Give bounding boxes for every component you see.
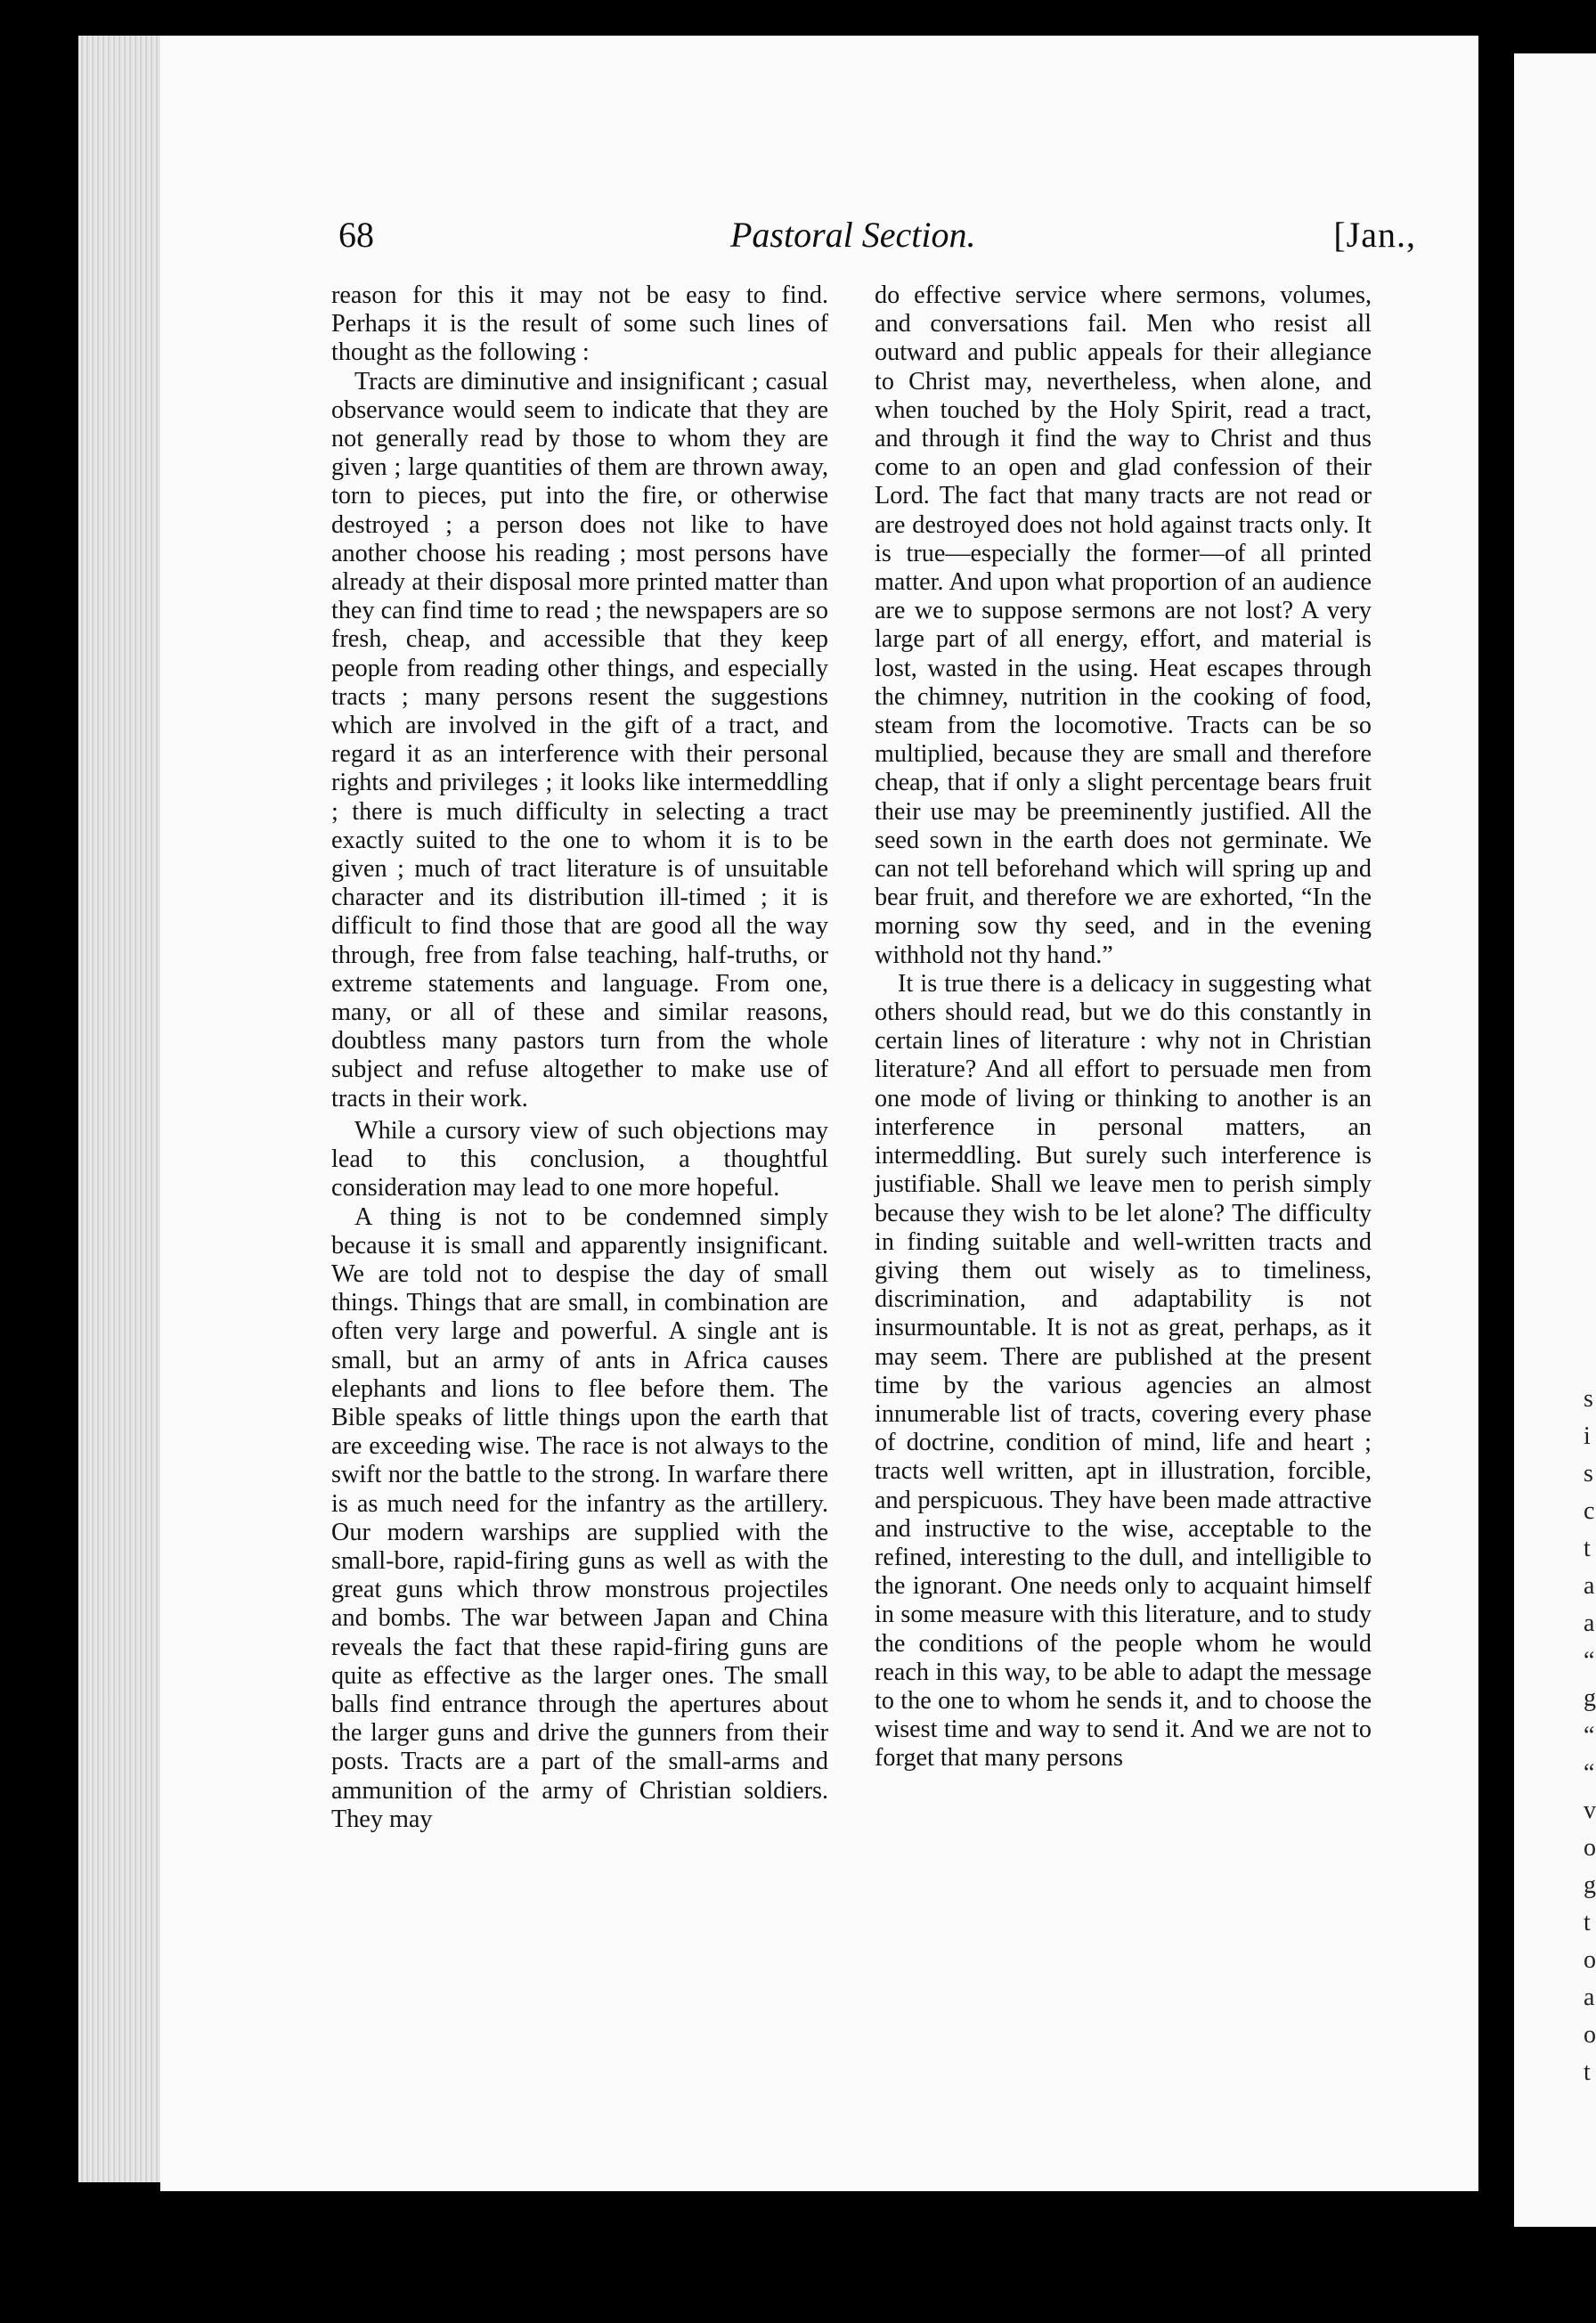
fragment-char: a [1584,1610,1595,1637]
fragment-char: “ [1584,1722,1595,1749]
fragment-char: i [1584,1422,1591,1450]
paragraph: Tracts are diminutive and insignificant ; casual observance would seem to indicate that they are not generally read by those to whom they are given ; large quantities of them are thrown away, torn to pieces, put into the fire, or otherwise destroyed ; a person does not like to have another choose his reading ; most persons have already at their disposal more printed matter than they can find time to read ; the newspapers are so fresh, cheap, and accessible that they keep people from reading other things, and especially tracts ; many persons resent the suggestions which are involved in the gift of a tract, and regard it as an interference with their personal rights and privileges ; it looks like intermeddling ; there is much difficulty in selecting a tract exactly suited to the one to whom it is to be given ; much of tract literature is of unsuitable character and its distribution ill-timed ; it is difficult to find those that are good all the way through, free from false teaching, half-truths, or extreme statements and language. From one, many, or all of these and similar reasons, doubtless many pastors turn from the whole subject and refuse altogether to make use of tracts in their work. [331,367,828,1113]
fragment-char: s [1584,1460,1593,1488]
fragment-char: t [1584,2058,1591,2086]
fragment-char: g [1584,1871,1596,1899]
section-title: Pastoral Section. [730,215,976,255]
running-head [338,214,1416,267]
fragment-char: t [1584,1535,1591,1562]
fragment-char: “ [1584,1759,1595,1787]
fragment-char: o [1584,2021,1596,2049]
paragraph: reason for this it may not be easy to find. Perhaps it is the result of some such lines of thought as the following : [331,281,828,367]
book-page-edges [78,36,167,2182]
fragment-char: t [1584,1909,1591,1936]
month-label: [Jan., [1333,215,1416,255]
fragment-char: c [1584,1497,1595,1525]
adjacent-page-fragments [1584,1381,1596,2091]
fragment-char: a [1584,1984,1595,2011]
fragment-char: a [1584,1572,1595,1600]
right-column [875,281,1372,1773]
paragraph: It is true there is a delicacy in suggesting what others should read, but we do this constantly in certain lines of literature : why not in Christian literature? And all effort to persuade men from one mode of living or thinking to another is an interference in personal matters, an intermeddling. But surely such interference is justifiable. Shall we leave men to perish simply because they wish to be let alone? The difficulty in finding suitable and well-written tracts and giving them out wisely as to timeliness, discrimination, and adaptability is not insurmountable. It is not as great, perhaps, as it may seem. There are published at the present time by the various agencies an almost innumerable list of tracts, covering every phase of doctrine, condition of mind, life and heart ; tracts well written, apt in illustration, forcible, and perspicuous. They have been made attractive and instructive to the wise, acceptable to the refined, interesting to the dull, and intelligible to the ignorant. One needs only to acquaint himself in some measure with this literature, and to study the conditions of the people whom he would reach in this way, to be able to adapt the message to the one to whom he sends it, and to choose the wisest time and way to send it. And we are not to forget that many persons [875,969,1372,1773]
paragraph: While a cursory view of such objections may lead to this conclusion, a thoughtful consideration may lead to one more hopeful. [331,1116,828,1202]
fragment-char: s [1584,1385,1593,1413]
fragment-char: “ [1584,1647,1595,1675]
paragraph: do effective service where sermons, volumes, and conversations fail. Men who resist all outward and public appeals for their allegiance to Christ may, nevertheless, when alone, and when touched by the Holy Spirit, read a tract, and through it find the way to Christ and thus come to an open and glad confession of their Lord. The fact that many tracts are not read or are destroyed does not hold against tracts only. It is true—especially the former—of all printed matter. And upon what proportion of an audience are we to suppose sermons are not lost? A very large part of all energy, effort, and material is lost, wasted in the using. Heat escapes through the chimney, nutrition in the cooking of food, steam from the locomotive. Tracts can be so multiplied, because they are small and therefore cheap, that if only a slight percentage bears fruit their use may be preeminently justified. All the seed sown in the earth does not germinate. We can not tell beforehand which will spring up and bear fruit, and therefore we are exhorted, “In the morning sow thy seed, and in the evening withhold not thy hand.” [875,281,1372,969]
fragment-char: g [1584,1684,1596,1712]
fragment-char: o [1584,1946,1596,1974]
paragraph: A thing is not to be condemned simply because it is small and apparently insignificant. We are told not to despise the day of small things. Things that are small, in combination are often very large and powerful. A single ant is small, but an army of ants in Africa causes elephants and lions to flee before them. The Bible speaks of little things upon the earth that are exceeding wise. The race is not always to the swift nor the battle to the strong. In warfare there is as much need for the infantry as the artillery. Our modern warships are supplied with the small-bore, rapid-firing guns as well as with the great guns which throw monstrous projectiles and bombs. The war between Japan and China reveals the fact that these rapid-firing guns are quite as effective as the larger ones. The small balls find entrance through the apertures about the larger guns and drive the gunners from their posts. Tracts are a part of the small-arms and ammunition of the army of Christian soldiers. They may [331,1202,828,1833]
fragment-char: o [1584,1834,1596,1862]
page-number: 68 [338,215,374,255]
left-column [331,281,828,1834]
fragment-char: v [1584,1797,1596,1824]
